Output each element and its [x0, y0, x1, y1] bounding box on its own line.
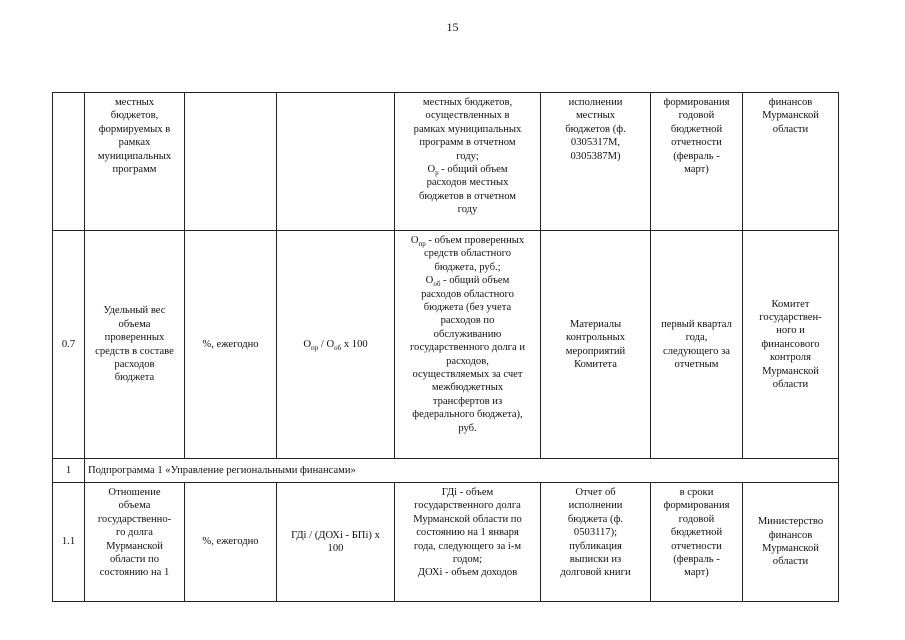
data-source: Отчет об исполнении бюджета (ф. 0503117); публикация выписки из долговой книги: [541, 483, 651, 602]
indicators-table: [52, 92, 839, 602]
responsible: финансов Мурманской области: [743, 93, 839, 231]
row-number: 1: [53, 459, 85, 483]
section-title: Подпрограмма 1 «Управление региональными финансами»: [85, 459, 839, 483]
unit: %, ежегодно: [185, 483, 277, 602]
responsible: Комитет государствен- ного и финансового контроля Мурманской области: [743, 231, 839, 459]
definition: местных бюджетов, осуществленных в рамках муниципальных программ в отчетном году; $О_р$ - общий объем расходов местных бюджетов в отчетном году: [395, 93, 541, 231]
timing: в сроки формирования годовой бюджетной отчетности (февраль - март): [651, 483, 743, 602]
indicator-name: Удельный вес объема проверенных средств в составе расходов бюджета: [85, 231, 185, 459]
row-number: [53, 93, 85, 231]
formula: ГДi / (ДОХi - БПi) х 100: [277, 483, 395, 602]
data-source: исполнении местных бюджетов (ф. 0305317М, 0305387М): [541, 93, 651, 231]
row-number: 0.7: [53, 231, 85, 459]
indicator-name: местных бюджетов, формируемых в рамках муниципальных программ: [85, 93, 185, 231]
table-row: [53, 93, 839, 231]
definition: $О_{пр}$ - объем проверенных средств областного бюджета, руб.; $О_{об}$ - общий объем расходов областного бюджета (без учета расходов по обслуживанию государственного долга и расходов, осуществляемых за счет межбюджетных трансфертов из федерального бюджета), руб.: [395, 231, 541, 459]
indicator-name: Отношение объема государственно- го долга Мурманской области по состоянию на 1: [85, 483, 185, 602]
unit: [185, 93, 277, 231]
timing: первый квартал года, следующего за отчетным: [651, 231, 743, 459]
timing: формирования годовой бюджетной отчетности (февраль - март): [651, 93, 743, 231]
formula: $О_{пр} / О_{об}$ х 100: [277, 231, 395, 459]
table-row: [53, 231, 839, 459]
table-row: [53, 483, 839, 602]
unit: %, ежегодно: [185, 231, 277, 459]
definition: ГДi - объем государственного долга Мурманской области по состоянию на 1 января года, следующего за i-м годом; ДОХi - объем доходов: [395, 483, 541, 602]
responsible: Министерство финансов Мурманской области: [743, 483, 839, 602]
section-row: [53, 459, 839, 483]
row-number: 1.1: [53, 483, 85, 602]
data-source: Материалы контрольных мероприятий Комитета: [541, 231, 651, 459]
formula: [277, 93, 395, 231]
page-number: 15: [446, 20, 459, 34]
